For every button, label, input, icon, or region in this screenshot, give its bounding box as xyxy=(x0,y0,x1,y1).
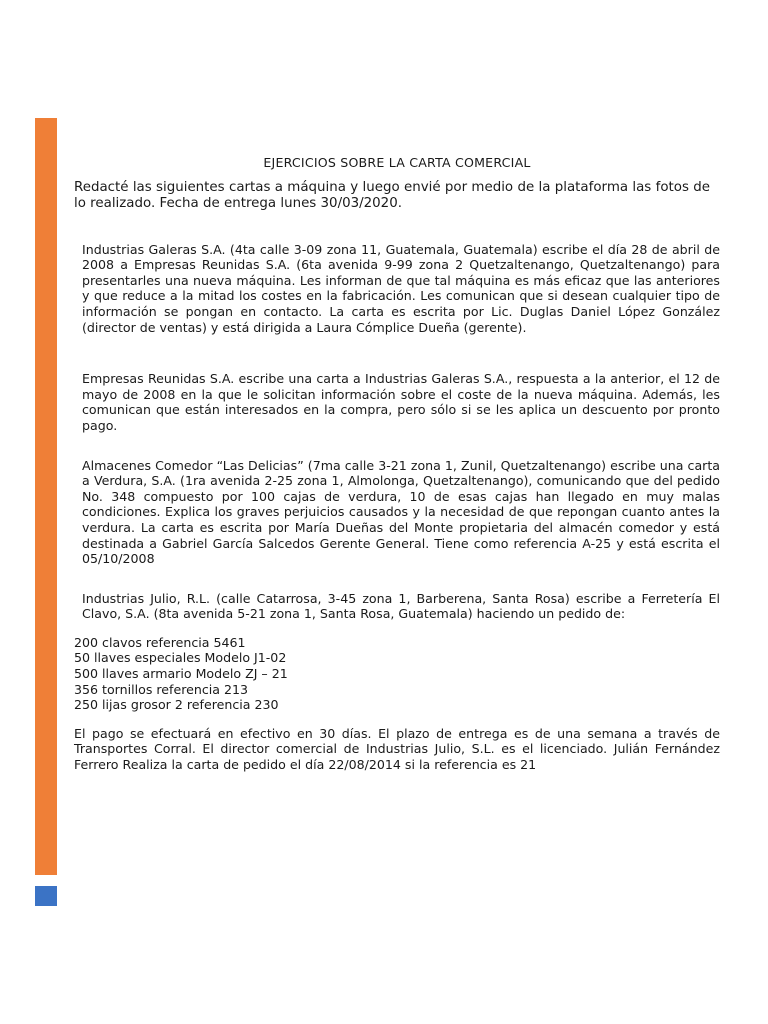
spacer xyxy=(74,434,720,458)
spacer xyxy=(74,713,720,726)
order-item: 200 clavos referencia 5461 xyxy=(74,634,246,650)
orange-side-bar xyxy=(35,118,57,875)
closing-paragraph: El pago se efectuará en efectivo en 30 días. El plazo de entrega es de una semana a través de Transportes Corral. El director comercial de Industrias Julio, S.L. es el licenciado. Julián Fernández Ferrero Realiza la carta de pedido el día 22/08/2014 si la referencia es 21 xyxy=(74,725,720,773)
order-item: 50 llaves especiales Modelo J1-02 xyxy=(74,650,287,666)
order-items-list xyxy=(74,635,720,713)
exercise-paragraph-4: Industrias Julio, R.L. (calle Catarrosa, 3-45 zona 1, Barberena, Santa Rosa) escribe a Ferretería El Clavo, S.A. (8ta avenida 5-21 zona 1, Santa Rosa, Guatemala) haciendo un pedido de: xyxy=(82,590,720,622)
intro-paragraph: Redacté las siguientes cartas a máquina y luego envié por medio de la plataforma las fotos de lo realizado. Fecha de entrega lunes 30/03/2020. xyxy=(74,179,710,212)
document-body xyxy=(74,155,720,773)
blue-side-square xyxy=(35,886,57,906)
document-title: EJERCICIOS SOBRE LA CARTA COMERCIAL xyxy=(263,155,531,170)
spacer xyxy=(74,622,720,635)
exercise-paragraph-2: Empresas Reunidas S.A. escribe una carta a Industrias Galeras S.A., respuesta a la anterior, el 12 de mayo de 2008 en la que le solicitan información sobre el coste de la nueva máquina. Además, les comunican que están interesados en la compra, pero sólo si se les aplica un descuento por pronto pago. xyxy=(82,371,720,433)
order-item: 500 llaves armario Modelo ZJ – 21 xyxy=(74,666,288,682)
spacer xyxy=(74,213,720,242)
exercise-paragraph-1: Industrias Galeras S.A. (4ta calle 3-09 zona 11, Guatemala, Guatemala) escribe el día 28 de abril de 2008 a Empresas Reunidas S.A. (6ta avenida 9-99 zona 2 Quetzaltenango, Quetzaltenango) para presentarles una nueva máquina. Les informan de que tal máquina es más eficaz que las anteriores y que reduce a la mitad los costes en la fabricación. Les comunican que si desean cualquier tipo de información se pongan en contacto. La carta es escrita por Lic. Duglas Daniel López González (director de ventas) y está dirigida a Laura Cómplice Dueña (gerente). xyxy=(82,241,720,335)
order-item: 250 lijas grosor 2 referencia 230 xyxy=(74,697,279,713)
exercise-paragraph-3: Almacenes Comedor “Las Delicias” (7ma calle 3-21 zona 1, Zunil, Quetzaltenango) escribe una carta a Verdura, S.A. (1ra avenida 2-25 zona 1, Almolonga, Quetzaltenango), comunicando que del pedido No. 348 compuesto por 100 cajas de verdura, 10 de esas cajas han llegado en muy malas condiciones. Explica los graves perjuicios causados y la necesidad de que repongan cuanto antes la verdura. La carta es escrita por María Dueñas del Monte propietaria del almacén comedor y está destinada a Gabriel García Salcedos Gerente General. Tiene como referencia A-25 y está escrita el 05/10/2008 xyxy=(82,457,720,567)
spacer xyxy=(74,567,720,591)
spacer xyxy=(74,335,720,371)
order-item: 356 tornillos referencia 213 xyxy=(74,681,249,697)
